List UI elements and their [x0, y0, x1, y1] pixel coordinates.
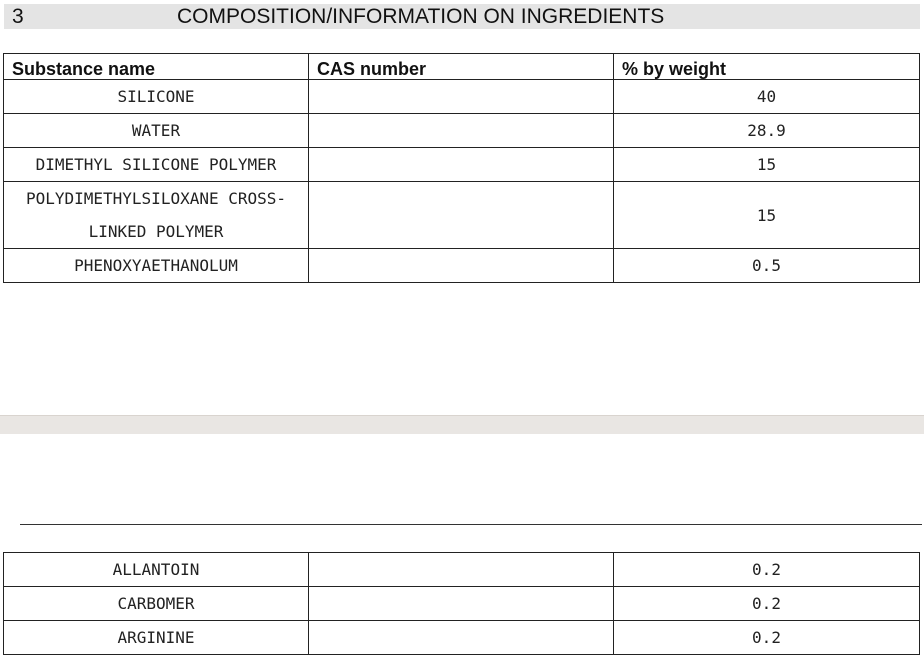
header-percent-by-weight: % by weight — [614, 54, 920, 80]
table-row — [4, 114, 920, 148]
cas-number-cell — [309, 249, 614, 283]
substance-name-cell: PHENOXYAETHANOLUM — [4, 249, 309, 283]
table-row — [4, 249, 920, 283]
section-header — [4, 4, 920, 29]
substance-name-line-1: POLYDIMETHYLSILOXANE CROSS- — [25, 189, 287, 208]
section-number: 3 — [12, 5, 24, 28]
cas-number-cell — [309, 148, 614, 182]
substance-name-cell: SILICONE — [4, 80, 309, 114]
table-row — [4, 148, 920, 182]
cas-number-cell — [309, 80, 614, 114]
substance-name-line-2: LINKED POLYMER — [88, 222, 224, 241]
table-header-row — [4, 54, 920, 80]
cas-number-cell — [309, 182, 614, 249]
table-row — [4, 621, 920, 655]
horizontal-rule — [20, 524, 922, 525]
percent-cell: 0.2 — [614, 621, 920, 655]
substance-name-cell: DIMETHYL SILICONE POLYMER — [4, 148, 309, 182]
header-cas-number: CAS number — [309, 54, 614, 80]
header-substance-name: Substance name — [4, 54, 309, 80]
table-row — [4, 553, 920, 587]
table-row — [4, 182, 920, 249]
ingredients-table-continued — [3, 552, 920, 655]
percent-cell: 0.5 — [614, 249, 920, 283]
percent-cell: 40 — [614, 80, 920, 114]
cas-number-cell — [309, 621, 614, 655]
table-row — [4, 80, 920, 114]
substance-name-cell: WATER — [4, 114, 309, 148]
cas-number-cell — [309, 587, 614, 621]
section-title: COMPOSITION/INFORMATION ON INGREDIENTS — [177, 5, 665, 28]
percent-cell: 28.9 — [614, 114, 920, 148]
percent-cell: 0.2 — [614, 587, 920, 621]
percent-cell: 15 — [614, 148, 920, 182]
table-row — [4, 587, 920, 621]
ingredients-table — [3, 53, 920, 283]
cas-number-cell — [309, 553, 614, 587]
percent-cell: 0.2 — [614, 553, 920, 587]
substance-name-cell: ARGININE — [4, 621, 309, 655]
cas-number-cell — [309, 114, 614, 148]
substance-name-cell: CARBOMER — [4, 587, 309, 621]
substance-name-cell: ALLANTOIN — [4, 553, 309, 587]
page-break-band — [0, 415, 924, 434]
percent-cell: 15 — [614, 182, 920, 249]
substance-name-cell — [4, 182, 309, 249]
